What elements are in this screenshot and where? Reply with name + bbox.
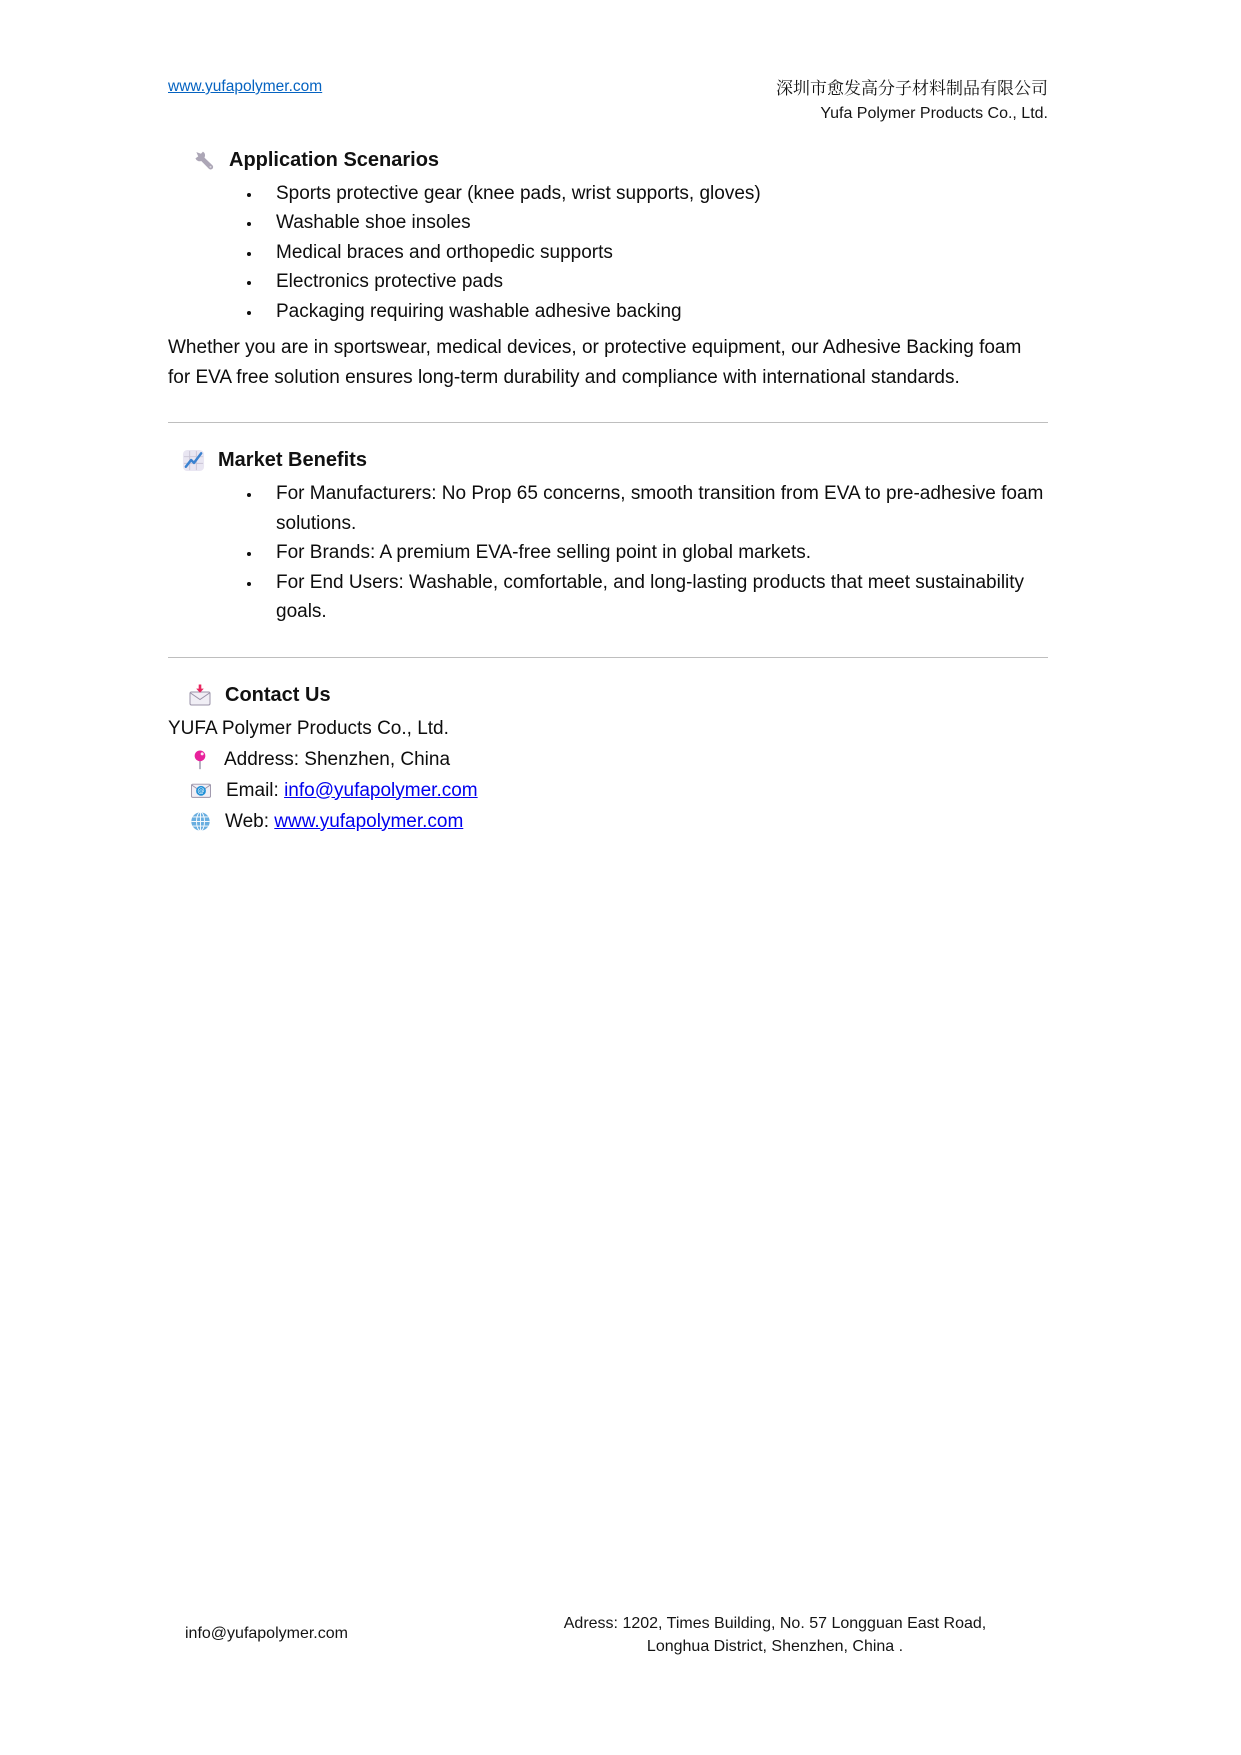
company-name-english: Yufa Polymer Products Co., Ltd. (820, 104, 1048, 122)
list-item: • Packaging requiring washable adhesive backing (262, 297, 1048, 327)
market-bullet-list (168, 479, 1048, 627)
contact-address-row (190, 745, 1048, 775)
email-icon (190, 781, 212, 801)
section-title: Application Scenarios (229, 148, 440, 171)
header-site-link[interactable]: www.yufapolymer.com (168, 78, 323, 95)
market-benefits-heading (182, 449, 1048, 472)
section-divider (168, 422, 1048, 423)
application-bullet-list (168, 179, 1048, 327)
footer-address (475, 1612, 1075, 1658)
section-divider (168, 657, 1048, 658)
section-title: Market Benefits (218, 449, 367, 472)
list-item: • Medical braces and orthopedic supports (262, 238, 1048, 268)
email-link[interactable]: info@yufapolymer.com (284, 779, 478, 801)
company-name-chinese: 深圳市愈发高分子材料制品有限公司 (776, 79, 1048, 99)
contact-us-heading (188, 684, 1048, 708)
globe-icon (190, 811, 211, 832)
application-summary-paragraph: Whether you are in sportswear, medical devices, or protective equipment, our Adhesive Backing foam for EVA free solution ensures long-term durability and compliance with international standards. (168, 337, 1022, 388)
web-text: Web: www.yufapolymer.com (225, 810, 464, 832)
web-link[interactable]: www.yufapolymer.com (274, 810, 464, 832)
footer-email: info@yufapolymer.com (185, 1625, 348, 1642)
section-title: Contact Us (225, 684, 331, 707)
envelope-arrow-icon (188, 684, 212, 708)
list-item: • Electronics protective pads (262, 267, 1048, 297)
list-item: • Sports protective gear (knee pads, wrist supports, gloves) (262, 179, 1048, 209)
list-item: • For End Users: Washable, comfortable, and long-lasting products that meet sustainability goals. (262, 568, 1048, 627)
list-item: • For Manufacturers: No Prop 65 concerns, smooth transition from EVA to pre-adhesive foam solutions. (262, 479, 1048, 538)
email-text: Email: info@yufapolymer.com (226, 779, 478, 801)
svg-text:@: @ (197, 785, 205, 795)
contact-company-name: YUFA Polymer Products Co., Ltd. (168, 717, 449, 739)
contact-web-row (190, 807, 1048, 837)
application-scenarios-heading (194, 149, 1048, 172)
header-company-block (776, 78, 1048, 125)
list-item: • Washable shoe insoles (262, 208, 1048, 238)
list-item: • For Brands: A premium EVA-free selling point in global markets. (262, 538, 1048, 568)
footer-address-line2: Longhua District, Shenzhen, China . (646, 1638, 904, 1655)
contact-email-row (190, 776, 1048, 806)
address-text: Address: Shenzhen, China (224, 748, 451, 770)
chart-increasing-icon (182, 449, 205, 472)
page-header (168, 78, 1048, 125)
round-pushpin-icon (190, 749, 210, 771)
footer-address-line1: Adress: 1202, Times Building, No. 57 Longguan East Road, (563, 1615, 987, 1632)
wrench-icon (194, 149, 216, 171)
